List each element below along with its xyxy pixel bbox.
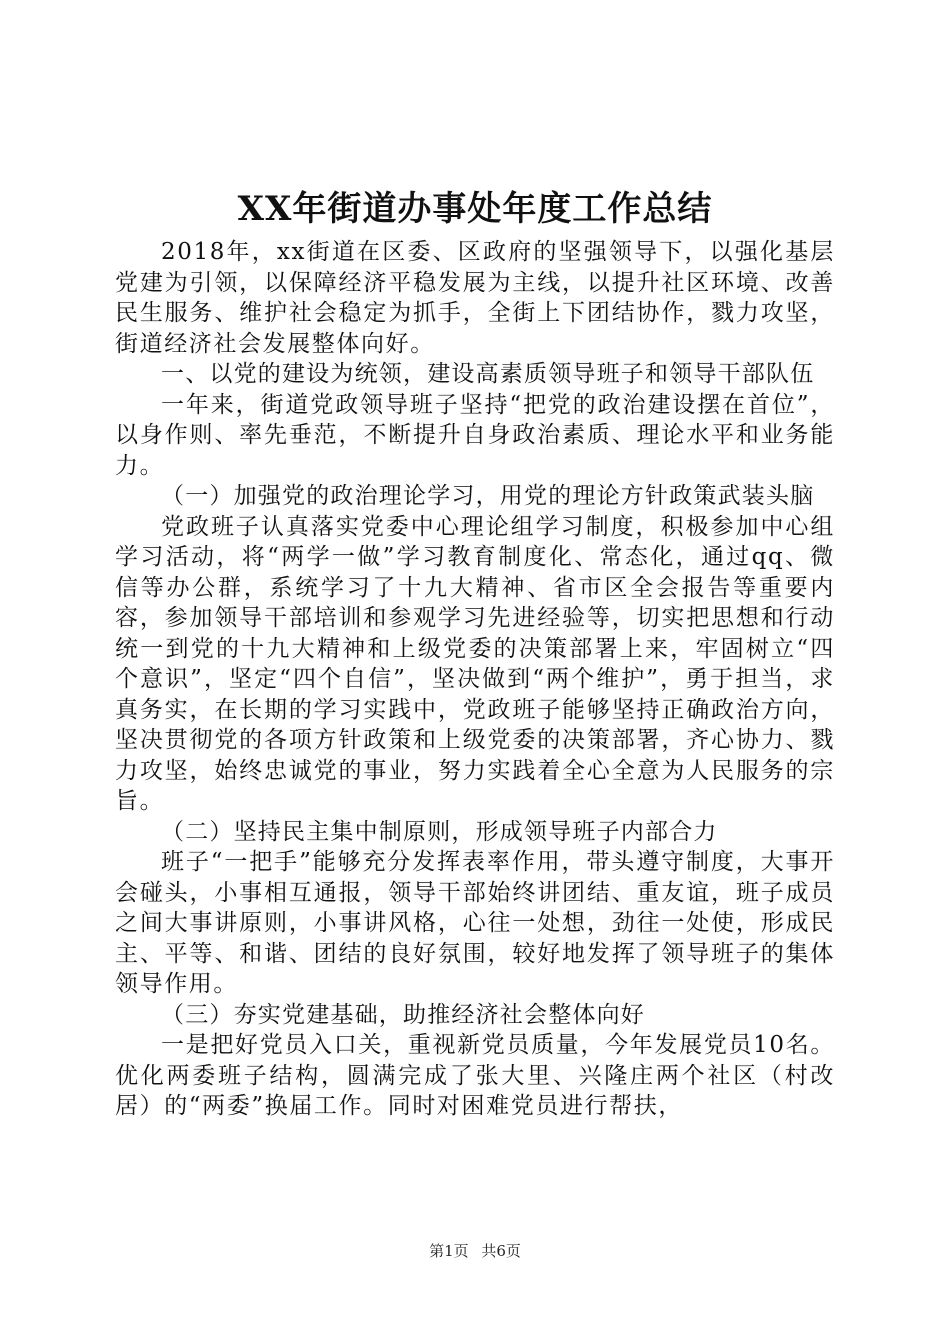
page-number-current: 第1页: [429, 1242, 469, 1260]
paragraph-intro: 2018年，xx街道在区委、区政府的坚强领导下，以强化基层党建为引领，以保障经济平稳发展为主线，以提升社区环境、改善民生服务、维护社会稳定为抓手，全街上下团结协作，戮力攻坚，街道经济社会发展整体向好。: [115, 239, 835, 357]
paragraph: 一年来，街道党政领导班子坚持“把党的政治建设摆在首位”，以身作则、率先垂范，不断提升自身政治素质、理论水平和业务能力。: [115, 391, 835, 479]
paragraph: 党政班子认真落实党委中心理论组学习制度，积极参加中心组学习活动，将“两学一做”学习教育制度化、常态化，通过qq、微信等办公群，系统学习了十九大精神、省市区全会报告等重要内容，参加领导干部培训和参观学习先进经验等，切实把思想和行动统一到党的十九大精神和上级党委的决策部署上来，牢固树立“四个意识”，坚定“四个自信”，坚决做到“两个维护”，勇于担当，求真务实，在长期的学习实践中，党政班子能够坚持正确政治方向，坚决贯彻党的各项方针政策和上级党委的决策部署，齐心协力、戮力攻坚，始终忠诚党的事业，努力实践着全心全意为人民服务的宗旨。: [115, 513, 835, 814]
paragraph: 班子“一把手”能够充分发挥表率作用，带头遵守制度，大事开会碰头，小事相互通报，领导干部始终讲团结、重友谊，班子成员之间大事讲原则，小事讲风格，心往一处想，劲往一处使，形成民主、平等、和谐、团结的良好氛围，较好地发挥了领导班子的集体领导作用。: [115, 849, 835, 997]
document-body: [115, 237, 835, 1122]
paragraph: 一是把好党员入口关，重视新党员质量，今年发展党员10名。优化两委班子结构，圆满完成了张大里、兴隆庄两个社区（村改居）的“两委”换届工作。同时对困难党员进行帮扶，: [115, 1032, 835, 1119]
subsection-heading-2: （二）坚持民主集中制原则，形成领导班子内部合力: [161, 818, 718, 845]
subsection-heading-3: （三）夯实党建基础，助推经济社会整体向好: [161, 1001, 645, 1028]
page-footer: [0, 1241, 950, 1261]
page-number-total: 共6页: [481, 1242, 521, 1260]
document-title: XX年街道办事处年度工作总结: [237, 189, 713, 229]
section-heading-1: 一、以党的建设为统领，建设高素质领导班子和领导干部队伍: [161, 361, 815, 387]
subsection-heading-1: （一）加强党的政治理论学习，用党的理论方针政策武装头脑: [161, 483, 815, 509]
